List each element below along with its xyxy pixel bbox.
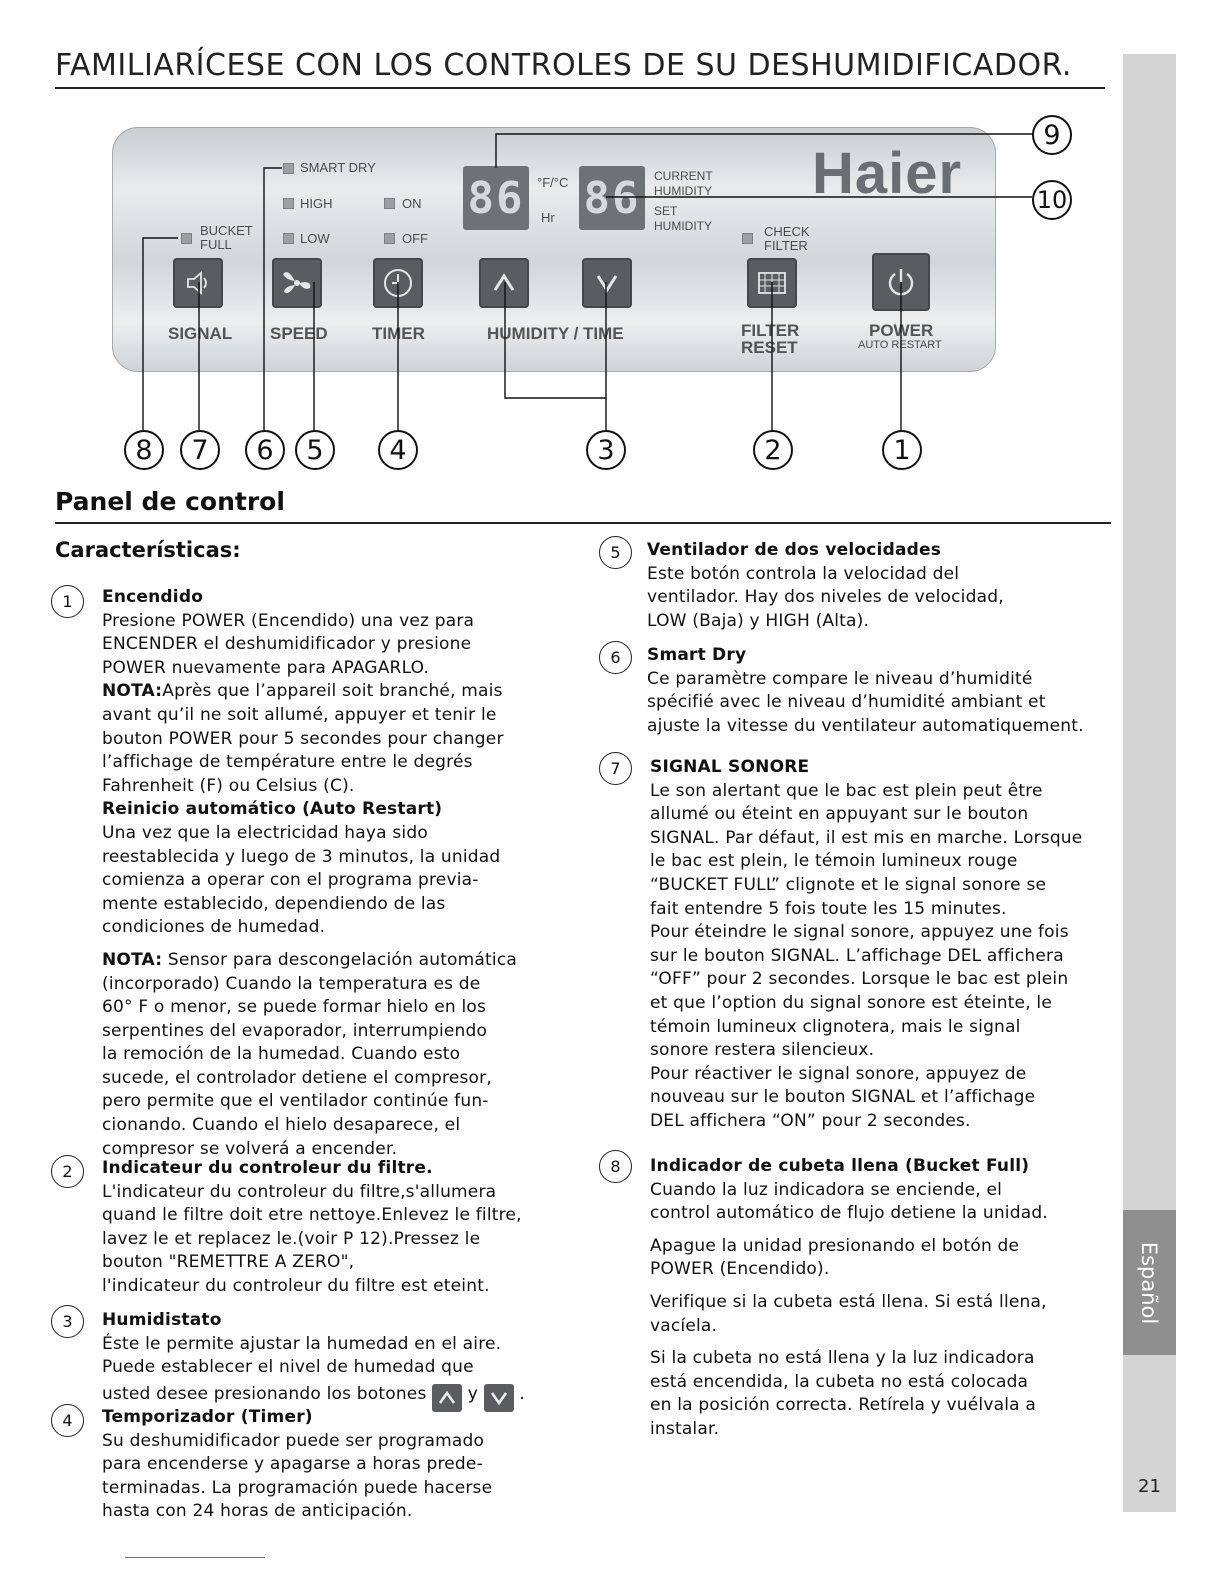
text-line: spécifié avec le niveau d’humidité ambiant et (647, 692, 1046, 713)
text-line: Éste le permite ajustar la humedad en el aire. (102, 1333, 502, 1354)
brand-logo: Haier (812, 141, 963, 206)
text-line: pero permite que el ventilador continúe fun- (102, 1091, 489, 1112)
text-line: bouton "REMETTRE A ZERO", (102, 1252, 355, 1273)
on-label: ON (402, 196, 422, 211)
text-line: ENCENDER el deshumidificador y presione (102, 634, 472, 655)
page-title: FAMILIARÍCESE CON LOS CONTROLES DE SU DESHUMIDIFICADOR. (55, 48, 1105, 89)
text-line: fait entendre 5 fois toute les 15 minutes. (650, 898, 1007, 919)
item-heading: Encendido (102, 587, 204, 607)
off-label: OFF (402, 231, 428, 246)
text-line: vacíela. (650, 1315, 718, 1336)
item-heading: Humidistato (102, 1310, 222, 1330)
text-line: Sensor para descongelación automática (162, 949, 517, 970)
item-number-6: 6 (599, 641, 632, 674)
item-heading: Indicateur du controleur du filtre. (102, 1158, 433, 1178)
item-encendido (102, 586, 517, 1161)
callout-5: 5 (295, 430, 335, 470)
item-heading: Temporizador (Timer) (102, 1407, 313, 1427)
humidity-time-label: HUMIDITY / TIME (487, 324, 624, 343)
unit-label: °F/°C (537, 175, 569, 190)
text-line: Verifique si la cubeta está llena. Si está llena, (650, 1291, 1047, 1312)
text-line: Après que l’appareil soit branché, mais (162, 681, 503, 702)
nota-line (102, 680, 517, 704)
text-line: (incorporado) Cuando la temperatura es de (102, 973, 481, 994)
text-line: para encenderse y apagarse a horas prede- (102, 1454, 483, 1475)
text-line: allumé ou éteint en appuyant sur le bouton (650, 804, 1029, 825)
item-smart-dry (647, 644, 1084, 738)
text-line: ajuste la vitesse du ventilateur automatiquement. (647, 715, 1084, 736)
item-heading: SIGNAL SONORE (650, 757, 810, 777)
text-line: está encendida, la cubeta no está colocada (650, 1371, 1029, 1392)
hours-label: Hr (541, 210, 555, 225)
features-title: Características: (55, 538, 241, 562)
text-line: Cuando la luz indicadora se enciende, el (650, 1179, 1003, 1200)
full-label: FULL (200, 237, 232, 252)
item-humidistato (102, 1309, 525, 1408)
callout-leader-lines (0, 0, 1225, 480)
nota-label: NOTA: (102, 949, 163, 970)
text-line: le bac est plein, le témoin lumineux rouge (650, 851, 1018, 872)
callout-10: 10 (1032, 180, 1072, 220)
timer-label: TIMER (372, 324, 425, 343)
check-label: CHECK (764, 224, 810, 239)
text-line: cionando. Cuando el hielo desaparece, el (102, 1115, 461, 1136)
text-line: et que l’option du signal sonore est éteinte, le (650, 992, 1052, 1013)
item-number-4: 4 (51, 1404, 84, 1437)
text-line: Una vez que la electricidad haya sido (102, 822, 428, 843)
text-line: serpentines del evaporador, interrumpiendo (102, 1020, 488, 1041)
power-label: POWER (869, 321, 934, 340)
period: . (519, 1383, 525, 1404)
text-line: sonore restera silencieux. (650, 1040, 875, 1061)
text-line: Si la cubeta no está llena y la luz indicadora (650, 1348, 1035, 1369)
set-humidity-label: HUMIDITY (654, 219, 712, 233)
item-number-8: 8 (599, 1150, 632, 1183)
text-line: lavez le et replacez le.(voir P 12).Pressez le (102, 1228, 481, 1249)
item-heading: Indicador de cubeta llena (Bucket Full) (650, 1156, 1030, 1176)
text-line: ventilador. Hay dos niveles de velocidad, (647, 587, 1004, 608)
text-line: sur le bouton SIGNAL. L’affichage DEL affichera (650, 945, 1064, 966)
text-line: Fahrenheit (F) ou Celsius (C). (102, 775, 355, 796)
text-line: compresor se volverá a encender. (102, 1138, 398, 1159)
callout-4: 4 (378, 430, 418, 470)
text-line: l'indicateur du controleur du filtre est eteint. (102, 1275, 490, 1296)
text-line: Pour réactiver le signal sonore, appuyez de (650, 1063, 1027, 1084)
text-line: L'indicateur du controleur du filtre,s'allumera (102, 1181, 497, 1202)
smart-dry-label: SMART DRY (300, 160, 376, 175)
item-ventilador (647, 539, 1004, 633)
set-label: SET (654, 204, 678, 218)
text-line: nouveau sur le bouton SIGNAL et l’affichage (650, 1087, 1036, 1108)
temp-timer-display: 86 (463, 166, 529, 230)
callout-3: 3 (586, 430, 626, 470)
language-tab-label: Español (1137, 1241, 1162, 1324)
text-line: en la posición correcta. Retírela y vuélvala a (650, 1395, 1036, 1416)
nota-line (102, 949, 517, 973)
filter-reset-label-1: FILTER (741, 321, 800, 340)
auto-restart-label: AUTO RESTART (858, 339, 942, 351)
callout-6: 6 (245, 430, 285, 470)
signal-label: SIGNAL (168, 324, 233, 343)
nota-label: NOTA: (102, 681, 163, 702)
text-line-with-icons (102, 1380, 525, 1408)
language-tab (1123, 1210, 1176, 1355)
text-line: Apague la unidad presionando el botón de (650, 1235, 1020, 1256)
text-line: Su deshumidificador puede ser programado (102, 1430, 485, 1451)
text-line: usted desee presionando los botones (102, 1383, 427, 1404)
text-line: témoin lumineux clignotera, mais le signal (650, 1016, 1021, 1037)
text-line: “BUCKET FULL” clignote et le signal sonore se (650, 874, 1047, 895)
text-line: POWER (Encendido). (650, 1259, 830, 1280)
text-line: comienza a operar con el programa previa- (102, 870, 479, 891)
text-line: Ce paramètre compare le niveau d’humidité (647, 668, 1033, 689)
text-line: Puede establecer el nivel de humedad que (102, 1357, 474, 1378)
text-line: terminadas. La programación puede hacerse (102, 1477, 493, 1498)
item-temporizador (102, 1406, 492, 1524)
callout-9: 9 (1032, 115, 1072, 155)
text-line: reestablecida y luego de 3 minutos, la unidad (102, 846, 501, 867)
text-line: la remoción de la humedad. Cuando esto (102, 1044, 461, 1065)
text-line: avant qu’il ne soit allumé, appuyer et tenir le (102, 704, 497, 725)
callout-8: 8 (124, 430, 164, 470)
speed-label: SPEED (270, 324, 328, 343)
text-line: DEL affichera “ON” pour 2 secondes. (650, 1110, 971, 1131)
text-line: LOW (Baja) y HIGH (Alta). (647, 610, 870, 631)
item-filter-indicator (102, 1157, 522, 1299)
text-line: 60° F o menor, se puede formar hielo en los (102, 997, 487, 1018)
page-number: 21 (1138, 1476, 1161, 1497)
item-signal-sonore (650, 756, 1082, 1134)
humidity-display: 86 (579, 166, 645, 230)
text-line: sucede, el controlador detiene el compresor, (102, 1067, 492, 1088)
conjunction: y (467, 1383, 479, 1404)
current-label: CURRENT (654, 169, 713, 183)
text-line: control automático de flujo detiene la unidad. (650, 1203, 1048, 1224)
text-line: bouton POWER pour 5 secondes pour changer (102, 728, 504, 749)
text-line: POWER nuevamente para APAGARLO. (102, 657, 430, 678)
item-number-5: 5 (599, 536, 632, 569)
item-heading: Smart Dry (647, 645, 747, 665)
item-number-1: 1 (51, 585, 84, 618)
text-line: condiciones de humedad. (102, 917, 326, 938)
text-line: Le son alertant que le bac est plein peut être (650, 780, 1043, 801)
low-label: LOW (300, 231, 330, 246)
item-number-3: 3 (51, 1305, 84, 1338)
bottom-rule (125, 1557, 265, 1558)
item-number-7: 7 (599, 752, 632, 785)
text-line: Presione POWER (Encendido) una vez para (102, 610, 475, 631)
text-line: instalar. (650, 1418, 720, 1439)
callout-1: 1 (882, 430, 922, 470)
text-line: hasta con 24 horas de anticipación. (102, 1501, 413, 1522)
text-line: “OFF” pour 2 secondes. Lorsque le bac est plein (650, 969, 1069, 990)
text-line: SIGNAL. Par défaut, il est mis en marche. Lorsque (650, 827, 1083, 848)
bucket-label: BUCKET (200, 223, 253, 238)
text-line: Este botón controla la velocidad del (647, 563, 960, 584)
auto-restart-heading: Reinicio automático (Auto Restart) (102, 799, 443, 820)
item-heading: Ventilador de dos velocidades (647, 540, 942, 560)
text-line: quand le filtre doit etre nettoye.Enlevez le filtre, (102, 1205, 522, 1226)
item-number-2: 2 (51, 1155, 84, 1188)
callout-2: 2 (753, 430, 793, 470)
callout-7: 7 (180, 430, 220, 470)
current-humidity-label: HUMIDITY (654, 184, 712, 198)
section-title: Panel de control (55, 487, 1111, 524)
item-bucket-full (650, 1155, 1048, 1442)
filter-label: FILTER (764, 238, 808, 253)
filter-reset-label-2: RESET (741, 338, 798, 357)
text-line: l’affichage de température entre le degrés (102, 752, 473, 773)
text-line: mente establecido, dependiendo de las (102, 893, 446, 914)
text-line: Pour éteindre le signal sonore, appuyez une fois (650, 922, 1069, 943)
high-label: HIGH (300, 196, 333, 211)
